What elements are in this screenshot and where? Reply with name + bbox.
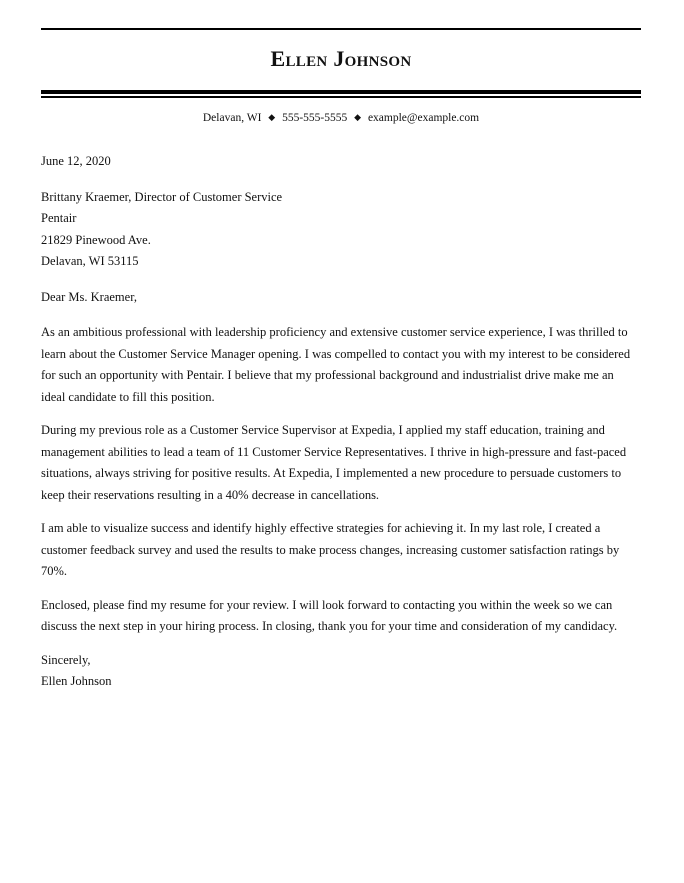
header-rule-thin — [41, 96, 641, 98]
recipient-name-title: Brittany Kraemer, Director of Customer Service — [41, 189, 283, 204]
recipient-city-zip: Delavan, WI 53115 — [41, 254, 139, 268]
body-paragraph-2: During my previous role as a Customer Service Supervisor at Expedia, I applied my staff education, training and management abilities to lead a team of 11 Customer Service Representatives. I thrive in high-pressure and fast-paced situations, always striving for positive results. At Expedia, I implemented a new procedure to persuade customers to keep their reservations resulting in a 40% decrease in cancellations. — [41, 423, 627, 502]
recipient-company: Pentair — [41, 211, 77, 225]
body-paragraph-3: I am able to visualize success and identify highly effective strategies for achieving it. In my last role, I created a customer feedback survey and used the results to make process changes, increasing customer satisfaction ratings by 70%. — [41, 521, 620, 578]
closing: Sincerely, — [41, 652, 91, 667]
applicant-name: Ellen Johnson — [270, 46, 412, 71]
diamond-separator-icon: ◆ — [354, 112, 362, 122]
letter-body — [41, 151, 641, 693]
contact-email: example@example.com — [367, 112, 480, 124]
letter-date: June 12, 2020 — [41, 154, 111, 168]
diamond-separator-icon: ◆ — [268, 112, 276, 122]
contact-phone: 555-555-5555 — [282, 112, 348, 124]
top-rule — [41, 28, 641, 30]
signature: Ellen Johnson — [41, 674, 112, 688]
header-rule-thick — [41, 90, 641, 94]
body-paragraph-1: As an ambitious professional with leadership proficiency and extensive customer service experience, I was thrilled to learn about the Customer Service Manager opening. I was compelled to contact you with my interest to be considered for such an opportunity with Pentair. I believe that my professional background and industrialist drive make me an ideal candidate to fill this position. — [41, 325, 631, 404]
recipient-street: 21829 Pinewood Ave. — [41, 232, 151, 247]
contact-city: Delavan, WI — [202, 112, 262, 124]
salutation: Dear Ms. Kraemer, — [41, 289, 137, 304]
contact-line — [41, 112, 641, 124]
body-paragraph-4: Enclosed, please find my resume for your review. I will look forward to contacting you within the week so we can discuss the next step in your hiring process. In closing, thank you for your time and consideration of my candidacy. — [41, 597, 618, 633]
